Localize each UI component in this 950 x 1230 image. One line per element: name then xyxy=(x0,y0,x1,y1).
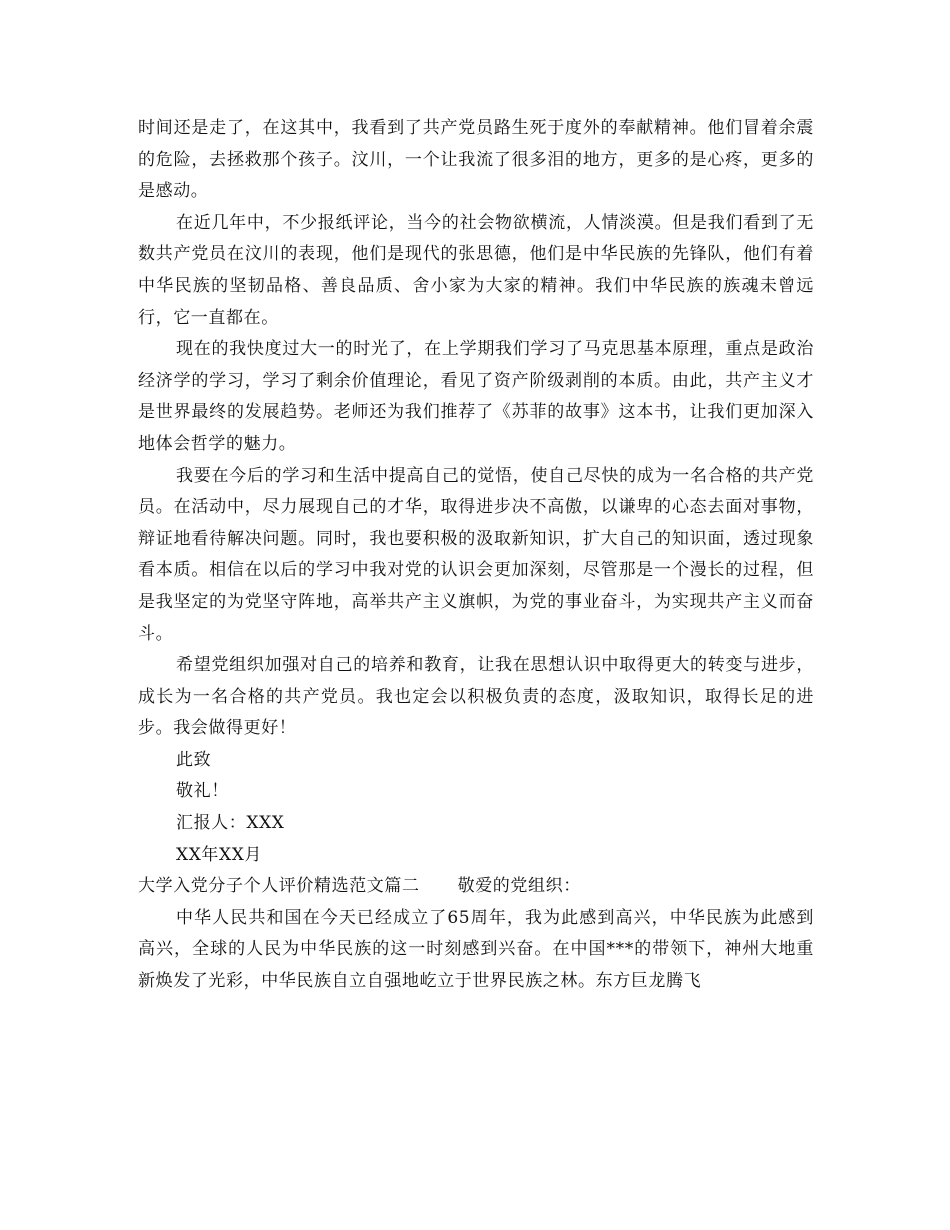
paragraph-3: 现在的我快度过大一的时光了，在上学期我们学习了马克思基本原理，重点是政治经济学的学习，学习了剩余价值理论，看见了资产阶级剥削的本质。由此，共产主义才是世界最终的发展趋势。老师还为我们推荐了《苏菲的故事》这本书，让我们更加深入地体会哲学的魅力。 xyxy=(138,339,814,454)
closing-salute: 敬礼！ xyxy=(176,781,229,802)
salutation: 敬爱的党组织： xyxy=(457,876,581,897)
paragraph-1: 时间还是走了，在这其中，我看到了共产党员路生死于度外的奉献精神。他们冒着余震的危险，去拯救那个孩子。汶川，一个让我流了很多泪的地方，更多的是心疼，更多的是感动。 xyxy=(138,118,814,202)
section-heading-line xyxy=(138,871,814,903)
closing-date: XX年XX月 xyxy=(176,844,263,865)
section-title: 大学入党分子个人评价精选范文篇二 xyxy=(138,876,420,897)
closing-greeting: 此致 xyxy=(176,749,212,770)
paragraph-2: 在近几年中，不少报纸评论，当今的社会物欲横流，人情淡漠。但是我们看到了无数共产党员在汶川的表现，他们是现代的张思德，他们是中华民族的先锋队，他们有着中华民族的坚韧品格、善良品质、舍小家为大家的精神。我们中华民族的族魂未曾远行，它一直都在。 xyxy=(138,212,814,328)
document-body xyxy=(138,113,814,998)
paragraph-second-letter: 中华人民共和国在今天已经成立了65周年，我为此感到高兴，中华民族为此感到高兴，全球的人民为中华民族的这一时刻感到兴奋。在中国***的带领下，神州大地重新焕发了光彩，中华民族自立自强地屹立于世界民族之林。东方巨龙腾飞 xyxy=(138,907,814,992)
paragraph-5: 希望党组织加强对自己的培养和教育，让我在思想认识中取得更大的转变与进步，成长为一名合格的共产党员。我也定会以积极负责的态度，汲取知识，取得长足的进步。我会做得更好！ xyxy=(138,655,814,739)
paragraph-4: 我要在今后的学习和生活中提高自己的觉悟，使自己尽快的成为一名合格的共产党员。在活动中，尽力展现自己的才华，取得进步决不高傲，以谦卑的心态去面对事物，辩证地看待解决问题。同时，我也要积极的汲取新知识，扩大自己的知识面，透过现象看本质。相信在以后的学习中我对党的认识会更加深刻，尽管那是一个漫长的过程，但是我坚定的为党坚守阵地，高举共产主义旗帜，为党的事业奋斗，为实现共产主义而奋斗。 xyxy=(138,465,814,644)
closing-reporter: 汇报人：XXX xyxy=(176,813,285,834)
